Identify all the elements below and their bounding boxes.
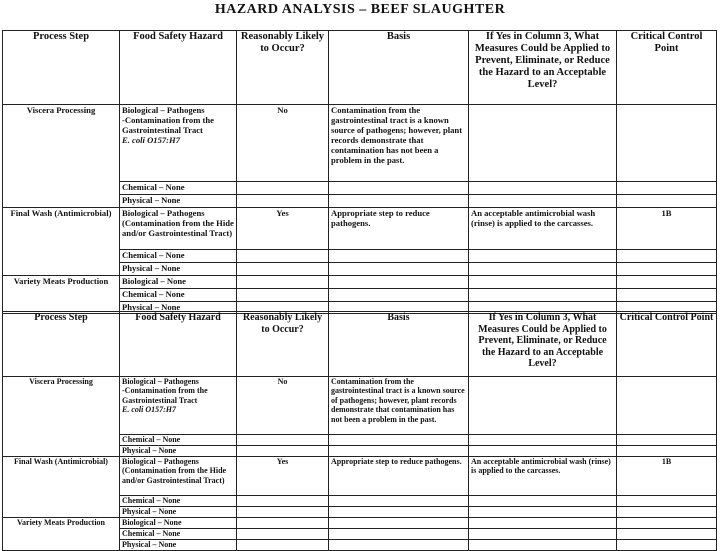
process-step-cell: Variety Meats Production	[3, 276, 120, 314]
hazard-cell: Chemical – None	[120, 182, 237, 195]
header-process-step: Process Step	[3, 312, 120, 377]
likely-cell: Yes	[237, 208, 329, 250]
measures-cell: An acceptable antimicrobial wash (rinse) is applied to the carcasses.	[469, 208, 617, 250]
basis-cell: Contamination from the gastrointestinal tract is a known source of pathogens; however, plant records demonstrate that contamination has not been a problem in the past.	[329, 377, 469, 435]
header-row	[3, 312, 717, 377]
hazard-cell	[120, 105, 237, 182]
table-row	[3, 377, 717, 435]
hazard-line: -Contamination from the Gastrointestinal Tract	[122, 115, 214, 135]
process-step-cell: Final Wash (Antimicrobial)	[3, 457, 120, 518]
hazard-cell: Chemical – None	[120, 435, 237, 446]
table-row	[3, 457, 717, 496]
ccp-cell: 1B	[617, 457, 717, 496]
hazard-cell	[120, 377, 237, 435]
header-basis: Basis	[329, 312, 469, 377]
header-process-step: Process Step	[3, 31, 120, 105]
basis-cell: Appropriate step to reduce pathogens.	[329, 208, 469, 250]
ccp-cell: 1B	[617, 208, 717, 250]
hazard-cell: Biological – Pathogens (Contamination from the Hide and/or Gastrointestinal Tract)	[120, 457, 237, 496]
ccp-cell	[617, 105, 717, 182]
measures-cell	[469, 105, 617, 182]
hazard-cell: Chemical – None	[120, 496, 237, 507]
ccp-cell	[617, 377, 717, 435]
measures-cell	[469, 377, 617, 435]
page-title: HAZARD ANALYSIS – BEEF SLAUGHTER	[214, 2, 506, 17]
hazard-cell: Biological – None	[120, 518, 237, 529]
hazard-cell: Physical – None	[120, 540, 237, 551]
header-basis: Basis	[329, 31, 469, 105]
process-step-cell: Viscera Processing	[3, 105, 120, 208]
header-hazard: Food Safety Hazard	[120, 312, 237, 377]
likely-cell: No	[237, 377, 329, 435]
basis-cell: Appropriate step to reduce pathogens.	[329, 457, 469, 496]
header-measures: If Yes in Column 3, What Measures Could be Applied to Prevent, Eliminate, or Reduce the Hazard to an Acceptable Level?	[469, 312, 617, 377]
table-row	[3, 105, 717, 182]
hazard-table-lower	[2, 311, 717, 551]
hazard-line: Biological – Pathogens	[122, 377, 199, 386]
hazard-line: E. coli O157:H7	[122, 135, 181, 145]
hazard-cell: Physical – None	[120, 446, 237, 457]
hazard-cell: Biological – Pathogens (Contamination from the Hide and/or Gastrointestinal Tract)	[120, 208, 237, 250]
hazard-cell: Chemical – None	[120, 289, 237, 302]
header-likely: Reasonably Likely to Occur?	[237, 312, 329, 377]
hazard-cell: Physical – None	[120, 263, 237, 276]
hazard-cell: Physical – None	[120, 302, 237, 314]
process-step-cell: Variety Meats Production	[3, 518, 120, 551]
header-row	[3, 31, 717, 105]
table-row	[3, 518, 717, 529]
header-ccp: Critical Control Point	[617, 312, 717, 377]
process-step-cell: Final Wash (Antimicrobial)	[3, 208, 120, 276]
process-step-cell: Viscera Processing	[3, 377, 120, 457]
table-row	[3, 276, 717, 289]
likely-cell: Yes	[237, 457, 329, 496]
hazard-table-upper	[2, 30, 717, 314]
header-likely: Reasonably Likely to Occur?	[237, 31, 329, 105]
hazard-cell: Biological – None	[120, 276, 237, 289]
hazard-cell: Physical – None	[120, 195, 237, 208]
hazard-cell: Chemical – None	[120, 529, 237, 540]
hazard-cell: Chemical – None	[120, 250, 237, 263]
header-measures: If Yes in Column 3, What Measures Could be Applied to Prevent, Eliminate, or Reduce the Hazard to an Acceptable Level?	[469, 31, 617, 105]
hazard-line: -Contamination from the Gastrointestinal Tract	[122, 386, 208, 405]
header-ccp: Critical Control Point	[617, 31, 717, 105]
basis-cell: Contamination from the gastrointestinal tract is a known source of pathogens; however, plant records demonstrate that contamination has not been a problem in the past.	[329, 105, 469, 182]
likely-cell: No	[237, 105, 329, 182]
hazard-line: Biological – Pathogens	[122, 105, 205, 115]
table-row	[3, 208, 717, 250]
header-hazard: Food Safety Hazard	[120, 31, 237, 105]
hazard-line: E. coli O157:H7	[122, 405, 176, 415]
hazard-cell: Physical – None	[120, 507, 237, 518]
measures-cell: An acceptable antimicrobial wash (rinse) is applied to the carcasses.	[469, 457, 617, 496]
